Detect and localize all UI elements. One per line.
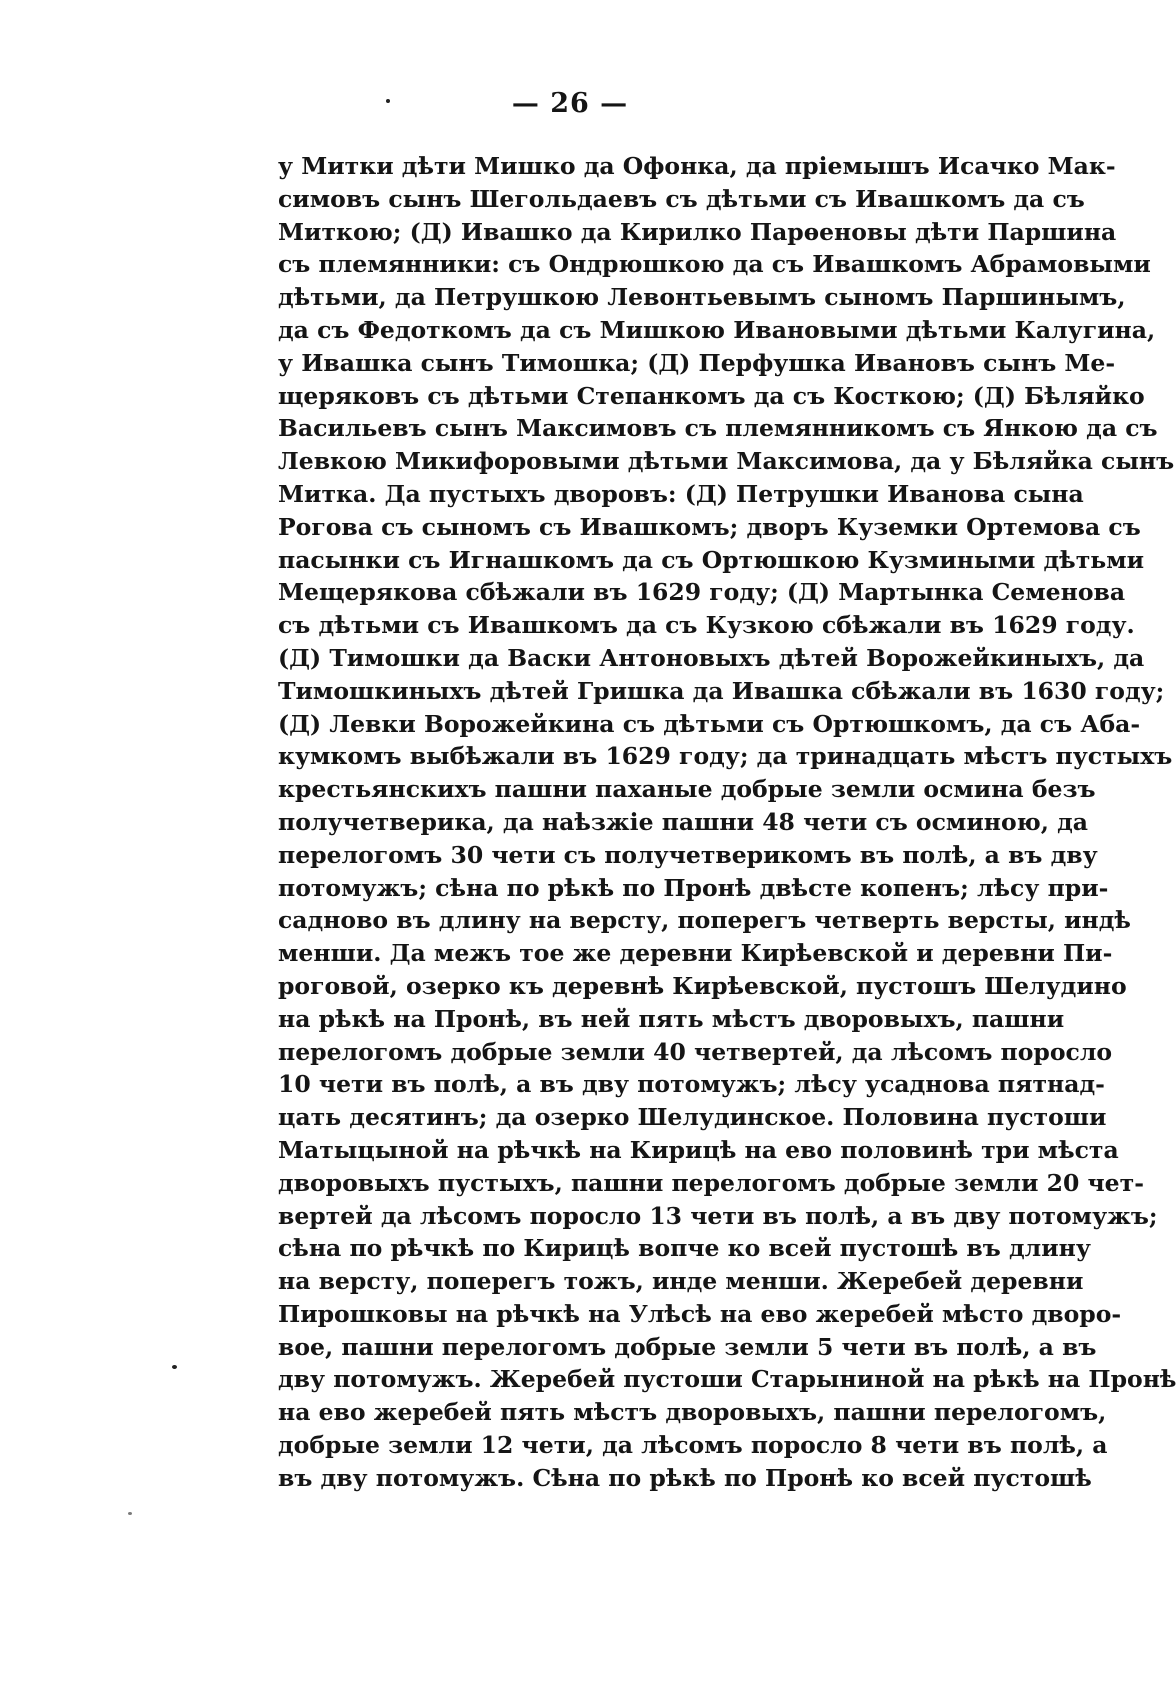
text-line: 10 чети въ полѣ, а въ дву потомужъ; лѣсу усаднова пятнад-	[278, 1070, 1105, 1099]
text-line: цать десятинъ; да озерко Шелудинское. Половина пустоши	[278, 1103, 1107, 1132]
text-line: Матыцыной на рѣчкѣ на Кирицѣ на ево половинѣ три мѣста	[278, 1135, 1119, 1164]
page-number: — 26 —	[511, 88, 629, 119]
text-line: вертей да лѣсомъ поросло 13 чети въ полѣ, а въ дву потомужъ;	[278, 1201, 1158, 1230]
body-text	[278, 150, 1176, 1495]
print-speck	[386, 99, 390, 103]
text-line: садново въ длину на версту, поперегъ четверть версты, индѣ	[278, 906, 1131, 935]
text-line: Митка. Да пустыхъ дворовъ: (Д) Петрушки Иванова сына	[278, 479, 1084, 508]
text-line: у Митки дѣти Мишко да Офонка, да пріемышъ Исачко Мак-	[278, 152, 1116, 180]
text-line: Рогова съ сыномъ съ Ивашкомъ; дворъ Куземки Ортемова съ	[278, 512, 1141, 541]
text-line: Мещерякова сбѣжали въ 1629 году; (Д) Мартынка Семенова	[278, 578, 1126, 607]
text-line: на рѣкѣ на Пронѣ, въ ней пять мѣстъ дворовыхъ, пашни	[278, 1004, 1065, 1033]
text-line: да съ Федоткомъ да съ Мишкою Ивановыми дѣтьми Калугина,	[278, 315, 1156, 344]
print-speck	[172, 1365, 177, 1369]
text-line: дѣтьми, да Петрушкою Левонтьевымъ сыномъ Паршинымъ,	[278, 283, 1126, 312]
text-line: дву потомужъ. Жеребей пустоши Старыниной на рѣкѣ на Пронѣ	[278, 1365, 1176, 1394]
text-line: дворовыхъ пустыхъ, пашни перелогомъ добрые земли 20 чет-	[278, 1168, 1144, 1197]
print-speck	[128, 1512, 132, 1515]
text-line: потомужъ; сѣна по рѣкѣ по Пронѣ двѣсте копенъ; лѣсу при-	[278, 873, 1109, 902]
text-line: пасынки съ Игнашкомъ да съ Ортюшкою Кузмиными дѣтьми	[278, 545, 1145, 574]
text-line: на ево жеребей пять мѣстъ дворовыхъ, пашни перелогомъ,	[278, 1398, 1107, 1427]
text-line: кумкомъ выбѣжали въ 1629 году; да тринадцать мѣстъ пустыхъ	[278, 742, 1173, 771]
text-line: Васильевъ сынъ Максимовъ съ племянникомъ съ Янкою да съ	[278, 414, 1158, 443]
text-line: перелогомъ 30 чети съ получетверикомъ въ полѣ, а въ дву	[278, 840, 1098, 869]
text-line: съ дѣтьми съ Ивашкомъ да съ Кузкою сбѣжали въ 1629 году.	[278, 611, 1135, 640]
text-line: Левкою Микифоровыми дѣтьми Максимова, да у Бѣляйка сынъ	[278, 447, 1175, 476]
text-line: перелогомъ добрые земли 40 четвертей, да лѣсомъ поросло	[278, 1037, 1113, 1066]
text-line: на версту, поперегъ тожъ, инде менши. Жеребей деревни	[278, 1267, 1084, 1296]
text-line: сѣна по рѣчкѣ по Кирицѣ вопче ко всей пустошѣ въ длину	[278, 1234, 1091, 1263]
text-line: менши. Да межъ тое же деревни Кирѣевской и деревни Пи-	[278, 939, 1113, 968]
text-line: Тимошкиныхъ дѣтей Гришка да Ивашка сбѣжали въ 1630 году;	[278, 676, 1165, 705]
text-line: Пирошковы на рѣчкѣ на Улѣсѣ на ево жеребей мѣсто дворо-	[278, 1299, 1122, 1328]
text-line: (Д) Левки Ворожейкина съ дѣтьми съ Ортюшкомъ, да съ Аба-	[278, 709, 1141, 738]
text-line: симовъ сынъ Шегольдаевъ съ дѣтьми съ Ивашкомъ да съ	[278, 184, 1085, 213]
text-line: вое, пашни перелогомъ добрые земли 5 чети въ полѣ, а въ	[278, 1332, 1097, 1361]
text-line: добрые земли 12 чети, да лѣсомъ поросло 8 чети въ полѣ, а	[278, 1431, 1108, 1460]
text-line: крестьянскихъ пашни паханые добрые земли осмина безъ	[278, 775, 1096, 804]
text-line: (Д) Тимошки да Васки Антоновыхъ дѣтей Ворожейкиныхъ, да	[278, 643, 1145, 672]
text-line: въ дву потомужъ. Сѣна по рѣкѣ по Пронѣ ко всей пустошѣ	[278, 1463, 1092, 1492]
text-line: Миткою; (Д) Ивашко да Кирилко Парѳеновы дѣти Паршина	[278, 217, 1117, 246]
text-line: съ племянники: съ Ондрюшкою да съ Ивашкомъ Абрамовыми	[278, 250, 1151, 279]
text-line: роговой, озерко къ деревнѣ Кирѣевской, пустошъ Шелудино	[278, 971, 1127, 1000]
text-line: у Ивашка сынъ Тимошка; (Д) Перфушка Ивановъ сынъ Ме-	[278, 348, 1116, 377]
text-line: щеряковъ съ дѣтьми Степанкомъ да съ Косткою; (Д) Бѣляйко	[278, 381, 1145, 410]
text-line: получетверика, да наѣзжіе пашни 48 чети съ осминою, да	[278, 807, 1088, 836]
